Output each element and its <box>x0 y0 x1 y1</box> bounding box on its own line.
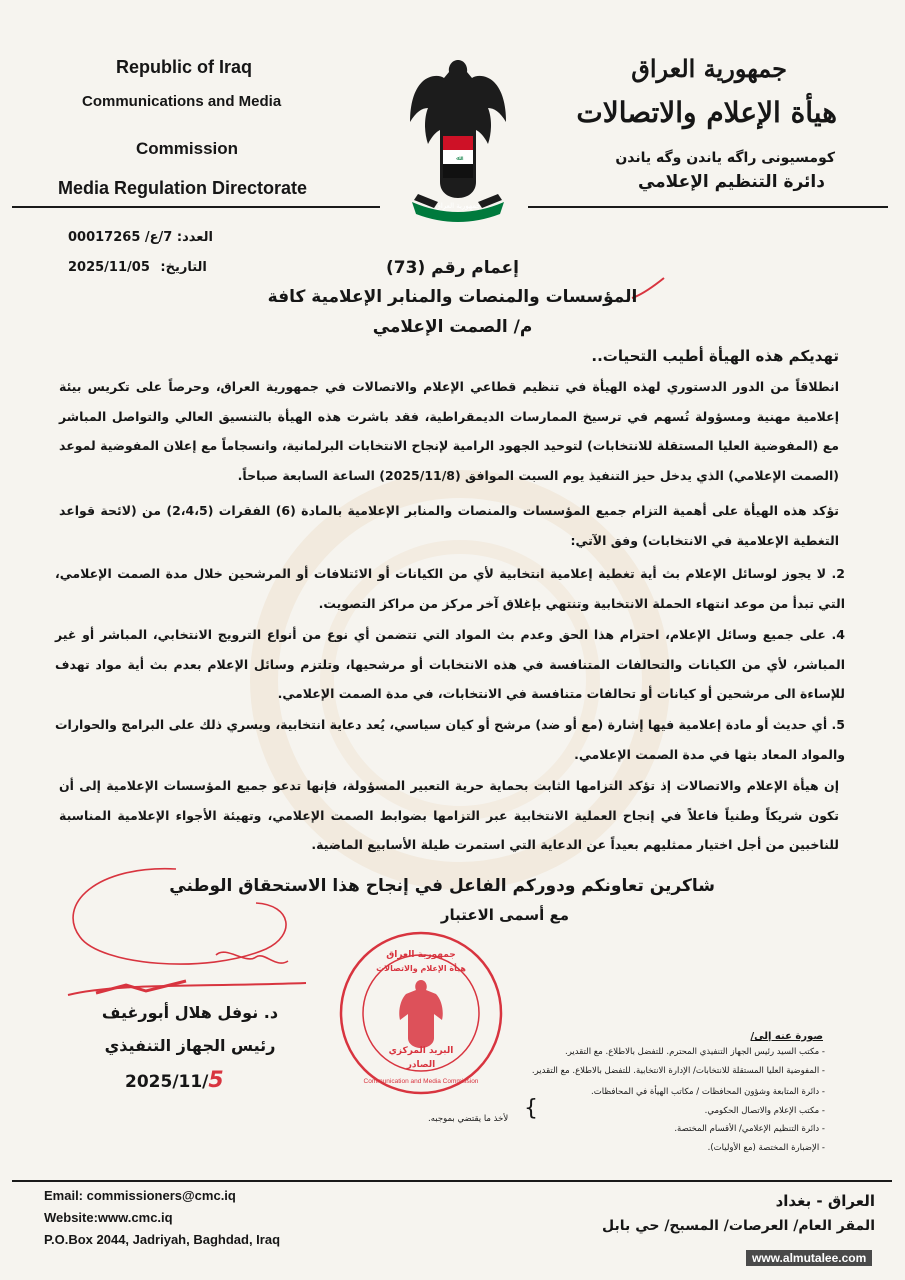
copies-brace: { <box>524 1096 538 1121</box>
copies-item: - دائرة التنظيم الإعلامي/ الأقسام المختصة. <box>674 1124 825 1134</box>
central-mail-stamp <box>336 928 506 1098</box>
list-item-2-number: 2. <box>831 566 845 581</box>
greeting: تهديكم هذه الهيأة أطيب التحيات.. <box>591 347 839 365</box>
stamp-commission: هيأة الإعلام والاتصالات <box>376 964 466 973</box>
list-item-4-number: 4. <box>831 627 845 642</box>
header-ku-commission: كومسيونى راگه ياندن وگه ياندن <box>615 150 835 166</box>
header-ar-commission: هيأة الإعلام والاتصالات <box>576 96 837 129</box>
subject-line: م/ الصمت الإعلامي <box>372 317 533 337</box>
signatory-name: د. نوفل هلال أبورغيف <box>101 1003 279 1022</box>
list-item-2-text: لا يجوز لوسائل الإعلام بث أية تغطية إعلامية انتخابية لأي من الكيانات أو الائتلافات أو المرشحين خلال مدة الصمت الإعلامي، التي تبدأ من موعد انتهاء الحملة الانتخابية وتنتهي بإغلاق آخر مركز من مراكز التصويت. <box>55 566 845 611</box>
closing-thanks: شاكرين تعاونكم ودوركم الفاعل في إنجاح هذا الاستحقاق الوطني <box>169 876 715 896</box>
header-en-directorate: Media Regulation Directorate <box>58 178 308 198</box>
circular-number: إعمام رقم (73) <box>386 258 519 278</box>
list-item-5 <box>55 710 845 769</box>
stamp-central-mail: البريد المركزي <box>388 1046 454 1056</box>
list-item-2 <box>55 559 845 618</box>
list-item-5-text: أي حديث أو مادة إعلامية فيها إشارة (مع أو ضد) مرشح أو كيان سياسي، يُعد دعاية انتخابية، ويسري ذلك على البرامج والحوارات والمواد المعاد بثها في مدة الصمت الإعلامي. <box>55 717 845 762</box>
reference-number-label: العدد: 7/ع/ <box>144 230 213 245</box>
signature-date <box>125 1068 224 1093</box>
footer-ar-city: العراق - بغداد <box>775 1192 875 1210</box>
body-paragraph-1: انطلاقاً من الدور الدستوري لهذه الهيأة في تنظيم قطاعي الإعلام والاتصالات في جمهورية العراق، وحرصاً على تكريس بيئة إعلامية مهنية ومسؤولة تُسهم في ترسيخ الممارسات الديمقراطية، فقد باشرت هذه الهيأة بالتنسيق العالي والتواصل المباشر مع (المفوضية العليا المستقلة للانتخابات) لتوحيد الجهود الرامية لإنجاح الانتخابات البرلمانية، وانسجاماً مع إعلان المفوضية لموعد (الصمت الإعلامي) الذي يدخل حيز التنفيذ يوم السبت الموافق (2025/11/8) الساعة السابعة صباحاً. <box>59 379 839 483</box>
addressee: المؤسسات والمنصات والمنابر الإعلامية كافة <box>267 287 638 307</box>
list-item-4 <box>55 620 845 709</box>
header-ar-country: جمهورية العراق <box>631 54 787 83</box>
copies-item: - مكتب الإعلام والاتصال الحكومي. <box>704 1106 825 1116</box>
handwritten-signature <box>56 865 356 1015</box>
copies-note: لأخذ ما يقتضي بموجبه. <box>428 1114 509 1124</box>
copies-item: - مكتب السيد رئيس الجهاز التنفيذي المحترم. للتفضل بالاطلاع. مع التقدير. <box>565 1047 825 1057</box>
copies-item: - الإضبارة المختصة (مع الأوليات). <box>707 1143 825 1153</box>
header-underline-left <box>12 206 380 208</box>
reference-number <box>68 230 213 245</box>
site-watermark-label: www.almutalee.com <box>746 1250 872 1266</box>
footer-website: Website:www.cmc.iq <box>44 1210 173 1225</box>
signature-date-printed: 2025/11/ <box>125 1072 209 1092</box>
iraq-eagle-emblem <box>398 52 518 222</box>
copies-heading: صورة عنه إلى/ <box>750 1031 823 1042</box>
emblem-caption: جمهورية العراق <box>435 202 481 210</box>
document-date-label: التاريخ: <box>160 260 207 275</box>
body-paragraph-3: إن هيأة الإعلام والاتصالات إذ تؤكد التزامها الثابت بحماية حرية التعبير المسؤولة، فإنها تدعو جميع المؤسسات الإعلامية إلى أن تكون شريكاً وطنياً فاعلاً في إنجاح العملية الانتخابية عبر التزامها بضوابط الصمت الإعلامي، وتهيئة الأجواء الإعلامية المناسبة للناخبين من أجل اختيار ممثليهم بعيداً عن الدعاية التي استمرت طيلة الأسابيع الماضية. <box>59 778 839 852</box>
closing-regards: مع أسمى الاعتبار <box>440 906 569 924</box>
header-en-commission-line2: Commission <box>136 139 239 158</box>
footer-divider <box>12 1180 892 1182</box>
document-date-value: 2025/11/05 <box>68 260 150 275</box>
footer-pobox: P.O.Box 2044, Jadriyah, Baghdad, Iraq <box>44 1232 281 1247</box>
signature-date-handwritten: 5 <box>208 1068 224 1093</box>
reference-number-value: 00017265 <box>68 230 141 245</box>
copies-item: - دائرة المتابعة وشؤون المحافظات / مكاتب الهيأة في المحافظات. <box>591 1087 825 1097</box>
header-en-country: Republic of Iraq <box>116 57 253 77</box>
footer-ar-address: المقر العام/ العرصات/ المسبح/ حي بابل <box>602 1218 875 1234</box>
signatory-role: رئيس الجهاز التنفيذي <box>104 1036 276 1055</box>
stamp-country: جمهورية العراق <box>386 950 456 960</box>
footer-email: Email: commissioners@cmc.iq <box>44 1188 236 1203</box>
list-item-5-number: 5. <box>831 717 845 732</box>
stamp-outgoing: الصادر <box>406 1060 436 1070</box>
svg-text:ﷲ: ﷲ <box>456 155 460 162</box>
list-item-4-text: على جميع وسائل الإعلام، احترام هذا الحق وعدم بث المواد التي تتضمن أي نوع من أنواع الترويج الانتخابي، المباشر أو غير المباشر، لأي من الكيانات والتحالفات المتنافسة في هذه الانتخابات أو مرشحيها، وتلتزم وسائل الإعلام بعدم بث أية مواد تهدف للإساءة الى مرشحين أو كيانات أو تحالفات متنافسة في الانتخابات، في مدة الصمت الإعلامي. <box>55 627 845 701</box>
stamp-english-ring: Communication and Media Commission <box>363 1078 479 1085</box>
body-paragraph-2: تؤكد هذه الهيأة على أهمية التزام جميع المؤسسات والمنصات والمنابر الإعلامية بالمادة (6) الفقرات (2،4،5) من (لائحة قواعد التغطية الإعلامية في الانتخابات) وفق الآتي: <box>59 503 839 548</box>
copies-item: - المفوضية العليا المستقلة للانتخابات/ الإدارة الانتخابية. للتفضل بالاطلاع. مع التقدير. <box>531 1066 825 1076</box>
header-underline-right <box>528 206 888 208</box>
header-en-commission-line1: Communications and Media <box>82 93 282 110</box>
header-ar-directorate: دائرة التنظيم الإعلامي <box>637 172 825 192</box>
